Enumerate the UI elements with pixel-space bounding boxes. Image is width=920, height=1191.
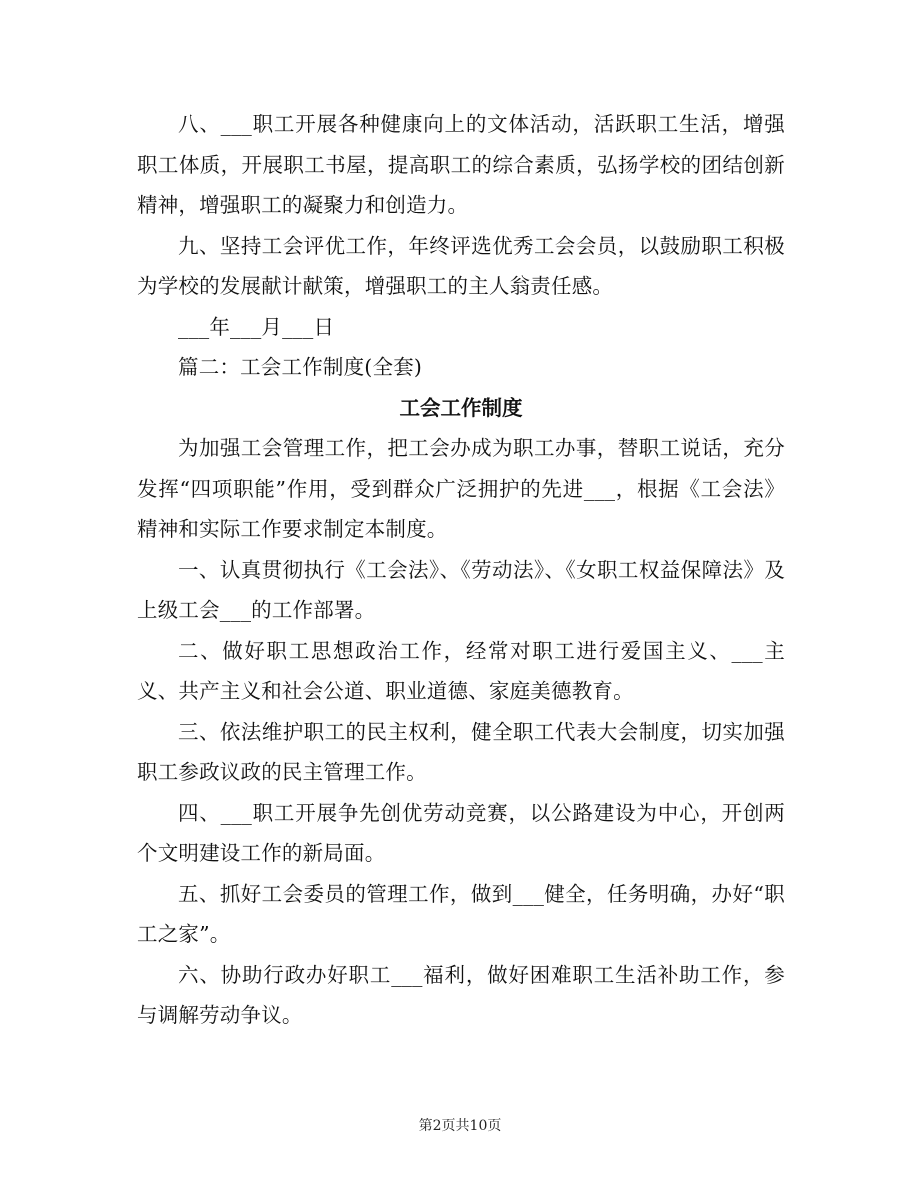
paragraph-intro: 为加强工会管理工作，把工会办成为职工办事，替职工说话，充分发挥“四项职能”作用，受到群众广泛拥护的先进___，根据《工会法》精神和实际工作要求制定本制度。 <box>137 436 785 541</box>
paragraph-nine: 九、坚持工会评优工作，年终评选优秀工会会员，以鼓励职工积极为学校的发展献计献策，增强职工的主人翁责任感。 <box>137 233 785 298</box>
paragraph-two: 二、做好职工思想政治工作，经常对职工进行爱国主义、___主义、共产主义和社会公道、职业道德、家庭美德教育。 <box>137 638 785 703</box>
document-title: 工会工作制度 <box>399 395 523 420</box>
date-line: ___年___月___日 <box>178 314 335 339</box>
paragraph-six: 六、协助行政办好职工___福利，做好困难职工生活补助工作，参与调解劳动争议。 <box>137 962 785 1027</box>
paragraph-three: 三、依法维护职工的民主权利，健全职工代表大会制度，切实加强职工参政议政的民主管理工作。 <box>137 719 785 784</box>
paragraph-four: 四、___职工开展争先创优劳动竞赛，以公路建设为中心，开创两个文明建设工作的新局面。 <box>137 800 785 865</box>
section-heading: 篇二：工会工作制度(全套) <box>178 355 423 379</box>
paragraph-eight: 八、___职工开展各种健康向上的文体活动，活跃职工生活，增强职工体质，开展职工书屋，提高职工的综合素质，弘扬学校的团结创新精神，增强职工的凝聚力和创造力。 <box>137 112 785 217</box>
paragraph-one: 一、认真贯彻执行《工会法》、《劳动法》、《女职工权益保障法》及上级工会___的工作部署。 <box>137 557 785 622</box>
document-body <box>137 104 785 1036</box>
page-number: 第2页共10页 <box>418 1118 502 1134</box>
paragraph-five: 五、抓好工会委员的管理工作，做到___健全，任务明确，办好“职工之家”。 <box>137 881 785 946</box>
